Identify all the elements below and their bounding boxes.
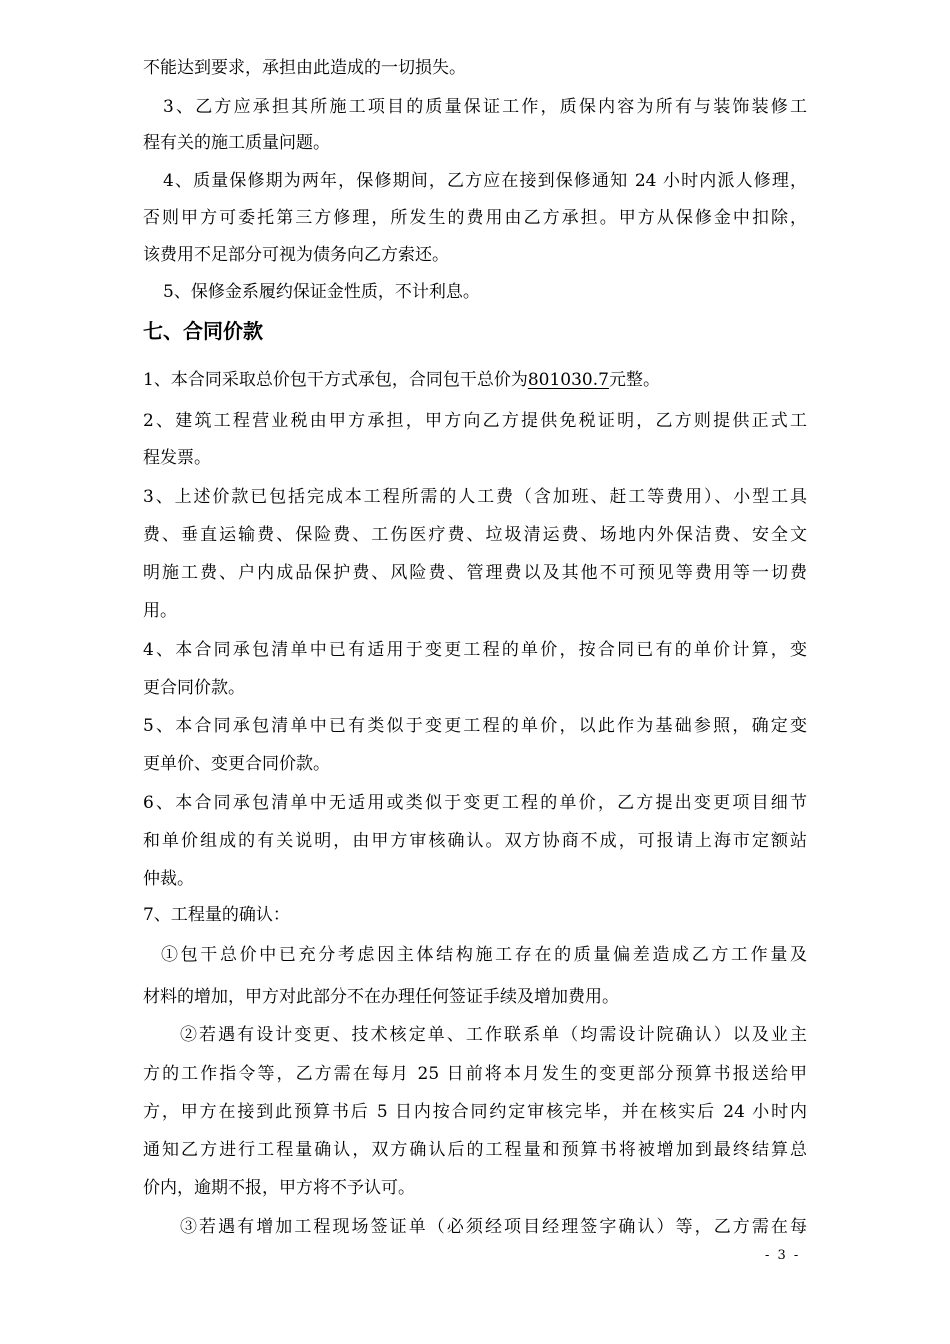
paragraph-line: 3、乙方应承担其所施工项目的质量保证工作，质保内容为所有与装饰装修工 [163, 97, 807, 117]
paragraph-line: 价内，逾期不报，甲方将不予认可。 [143, 1178, 415, 1198]
paragraph-line: ②若遇有设计变更、技术核定单、工作联系单（均需设计院确认）以及业主 [180, 1025, 807, 1045]
paragraph-line: 该费用不足部分可视为债务向乙方索还。 [143, 245, 449, 265]
paragraph-line: 4、本合同承包清单中已有适用于变更工程的单价，按合同已有的单价计算，变 [143, 640, 807, 660]
contract-price-suffix: 元整。 [608, 370, 660, 390]
contract-price-text: 1、本合同采取总价包干方式承包，合同包干总价为 [143, 370, 528, 390]
paragraph-line: 仲裁。 [143, 869, 194, 889]
paragraph-line: 费、垂直运输费、保险费、工伤医疗费、垃圾清运费、场地内外保洁费、安全文 [143, 525, 807, 545]
contract-price-value: 801030.7 [527, 370, 609, 390]
paragraph-line: 方，甲方在接到此预算书后 5 日内按合同约定审核完毕，并在核实后 24 小时内 [143, 1102, 807, 1122]
paragraph-line: 不能达到要求，承担由此造成的一切损失。 [143, 58, 466, 78]
paragraph-line: 程有关的施工质量问题。 [143, 133, 330, 153]
paragraph-line: 明施工费、户内成品保护费、风险费、管理费以及其他不可预见等费用等一切费 [143, 563, 807, 583]
paragraph-line [143, 365, 807, 395]
paragraph-line: 5、本合同承包清单中已有类似于变更工程的单价，以此作为基础参照，确定变 [143, 716, 807, 736]
paragraph-line: 否则甲方可委托第三方修理，所发生的费用由乙方承担。甲方从保修金中扣除， [143, 208, 807, 228]
paragraph-line: 用。 [143, 601, 177, 621]
paragraph-line: 材料的增加，甲方对此部分不在办理任何签证手续及增加费用。 [143, 987, 619, 1007]
paragraph-line: 和单价组成的有关说明，由甲方审核确认。双方协商不成，可报请上海市定额站 [143, 831, 807, 851]
paragraph-line: ①包干总价中已充分考虑因主体结构施工存在的质量偏差造成乙方工作量及 [161, 945, 807, 965]
paragraph-line: 更单价、变更合同价款。 [143, 754, 330, 774]
paragraph-line: ③若遇有增加工程现场签证单（必须经项目经理签字确认）等，乙方需在每 [180, 1217, 807, 1237]
paragraph-line: 通知乙方进行工程量确认，双方确认后的工程量和预算书将被增加到最终结算总 [143, 1140, 807, 1160]
paragraph-line: 方的工作指令等，乙方需在每月 25 日前将本月发生的变更部分预算书报送给甲 [143, 1064, 807, 1084]
section-heading: 七、合同价款 [143, 319, 263, 343]
paragraph-line: 4、质量保修期为两年，保修期间，乙方应在接到保修通知 24 小时内派人修理， [163, 171, 807, 191]
paragraph-line: 2、建筑工程营业税由甲方承担，甲方向乙方提供免税证明，乙方则提供正式工 [143, 411, 807, 431]
page-number: - 3 - [765, 1248, 801, 1263]
paragraph-line: 程发票。 [143, 448, 211, 468]
paragraph-line: 5、保修金系履约保证金性质，不计利息。 [163, 282, 480, 302]
paragraph-line: 7、工程量的确认： [143, 905, 290, 925]
paragraph-line: 更合同价款。 [143, 678, 245, 698]
paragraph-line: 3、上述价款已包括完成本工程所需的人工费（含加班、赶工等费用）、小型工具 [143, 487, 807, 507]
paragraph-line: 6、本合同承包清单中无适用或类似于变更工程的单价，乙方提出变更项目细节 [143, 793, 807, 813]
